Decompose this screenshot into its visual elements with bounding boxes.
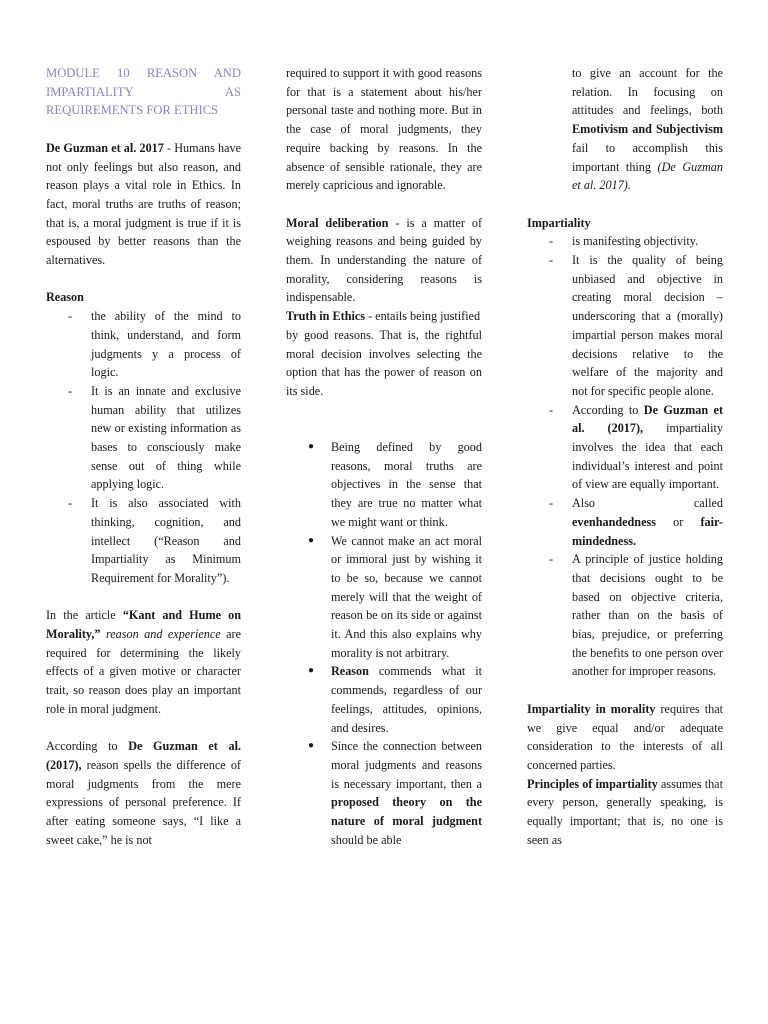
term-moral-deliberation: Moral deliberation (286, 215, 389, 230)
text-span: Since the connection between moral judgments and reasons is necessary important, then a (331, 739, 482, 791)
term-proposed-theory: proposed theory on the nature of moral judgment (331, 795, 482, 829)
continuation-block (527, 64, 723, 195)
continuation-paragraph: required to support it with good reasons for that is a statement about his/her personal taste and nothing more. But in the case of moral judgments, they require backing by reasons. In the absence of sensible rationale, they are merely capricious and ignorable. (286, 66, 482, 193)
list-item (286, 737, 482, 849)
article-title: “Kant and Hume on Morality,” (46, 608, 241, 642)
term-fair-mindedness: fair-mindedness. (572, 514, 723, 548)
list-item (286, 662, 482, 737)
text-span: In the article (46, 608, 123, 623)
column-3 (527, 64, 723, 850)
moral-deliberation-paragraph (286, 214, 482, 308)
text-span: According to (46, 739, 129, 754)
text-span: reason spells the difference of moral judgments from the mere expressions of personal preference. If after eating someone says, “I like a sweet cake,” he is not (46, 757, 241, 847)
text-span: or (655, 514, 701, 529)
text-span: should be able (331, 832, 402, 847)
list-item (527, 401, 723, 495)
text-span: are required for determining the likely effects of a given motive or character trait, so reason does play an important role in moral judgment. (46, 627, 241, 716)
term-truth-in-ethics: Truth in Ethics (286, 309, 366, 324)
truth-continuation: by good reasons. That is, the rightful moral decision involves selecting the option that has the power of reason on its side. (286, 327, 482, 398)
text-span: to give an account for the relation. In focusing on attitudes and feelings, both (572, 66, 723, 118)
text-span: impartiality involves the idea that each individual’s interest and point of view are equally important. (572, 421, 723, 492)
text-span: fail to accomplish this important thing (572, 140, 723, 174)
list-item: - A principle of justice holding that decisions ought to be based on objective criteria, rather than on the basis of bias, prejudice, or preferring the benefits to one person over another for improper reasons. (527, 550, 723, 681)
citation-de-guzman: De Guzman et al. 2017 (46, 140, 164, 155)
list-item: - It is the quality of being unbiased and objective in creating moral decision – underscoring that a (morally) impartial person makes moral decisions relative to the welfare of the majority and not for specific people alone. (527, 251, 723, 401)
intro-paragraph (46, 139, 241, 270)
text-span: Also called (572, 496, 723, 511)
list-item: ● We cannot make an act moral or immoral just by wishing it to be so, because we cannot merely will that the weight of reason be on its side or against it. And this also explains why morality is not arbitrary. (286, 532, 482, 663)
list-item: - is manifesting objectivity. (527, 232, 723, 251)
module-title: MODULE 10 REASON AND IMPARTIALITY AS REQUIREMENTS FOR ETHICS (46, 66, 241, 118)
italic-text: reason and experience (100, 627, 221, 642)
term-emotivism-subjectivism: Emotivism and Subjectivism (572, 122, 723, 137)
term-impartiality-in-morality: Impartiality in morality (527, 701, 656, 716)
text-span: assumes that every person, generally speaking, is equally important; that is, no one is seen as (527, 776, 723, 847)
text-span: - entails being justified (365, 309, 481, 324)
reason-heading: Reason (46, 290, 84, 305)
impartiality-list (527, 232, 723, 681)
term-reason: Reason (331, 664, 369, 679)
impartiality-heading: Impartiality (527, 215, 591, 230)
term-principles-of-impartiality: Principles of impartiality (527, 776, 658, 791)
text-span: commends what it commends, regardless of our feelings, attitudes, opinions, and desires. (331, 664, 482, 735)
text-span: According to (572, 402, 644, 417)
citation-de-guzman: De Guzman et al. (2017), (46, 739, 242, 772)
according-paragraph (46, 737, 241, 849)
reason-list (46, 307, 241, 588)
list-item-continuation (527, 64, 723, 195)
citation-de-guzman: De Guzman et al. (2017), (572, 402, 724, 436)
kant-hume-paragraph (46, 606, 241, 718)
truth-in-ethics-paragraph (286, 307, 482, 326)
principles-paragraph (527, 775, 723, 850)
column-1 (46, 64, 241, 849)
italic-citation: (De Guzman et al. 2017). (572, 159, 723, 193)
text-span: - is a matter of weighing reasons and being guided by them. In understanding the nature of morality, considering reasons is indispensable. (286, 215, 482, 305)
list-item: - the ability of the mind to think, understand, and form judgments y a process of logic. (46, 307, 241, 382)
list-item: - It is also associated with thinking, cognition, and intellect (“Reason and Impartiality as Minimum Requirement for Morality”). (46, 494, 241, 588)
intro-text: - Humans have not only feelings but also reason, and reason plays a vital role in Ethics. In fact, moral truths are truths of reason; that is, a moral judgment is true if it is espoused by better reasons than the alternatives. (46, 140, 242, 268)
impartiality-in-morality-paragraph (527, 700, 723, 775)
list-item: - It is an innate and exclusive human ability that utilizes new or existing information as bases to consciously make sense out of thing while applying logic. (46, 382, 241, 494)
text-span: requires that we give equal and/or adequate consideration to the interests of all concerned parties. (527, 701, 724, 772)
truth-bullet-list (286, 438, 482, 849)
list-item (527, 494, 723, 550)
column-2 (286, 64, 482, 849)
list-item: ● Being defined by good reasons, moral truths are objectives in the sense that they are true no matter what we might want or think. (286, 438, 482, 532)
term-evenhandedness: evenhandedness (572, 514, 656, 529)
